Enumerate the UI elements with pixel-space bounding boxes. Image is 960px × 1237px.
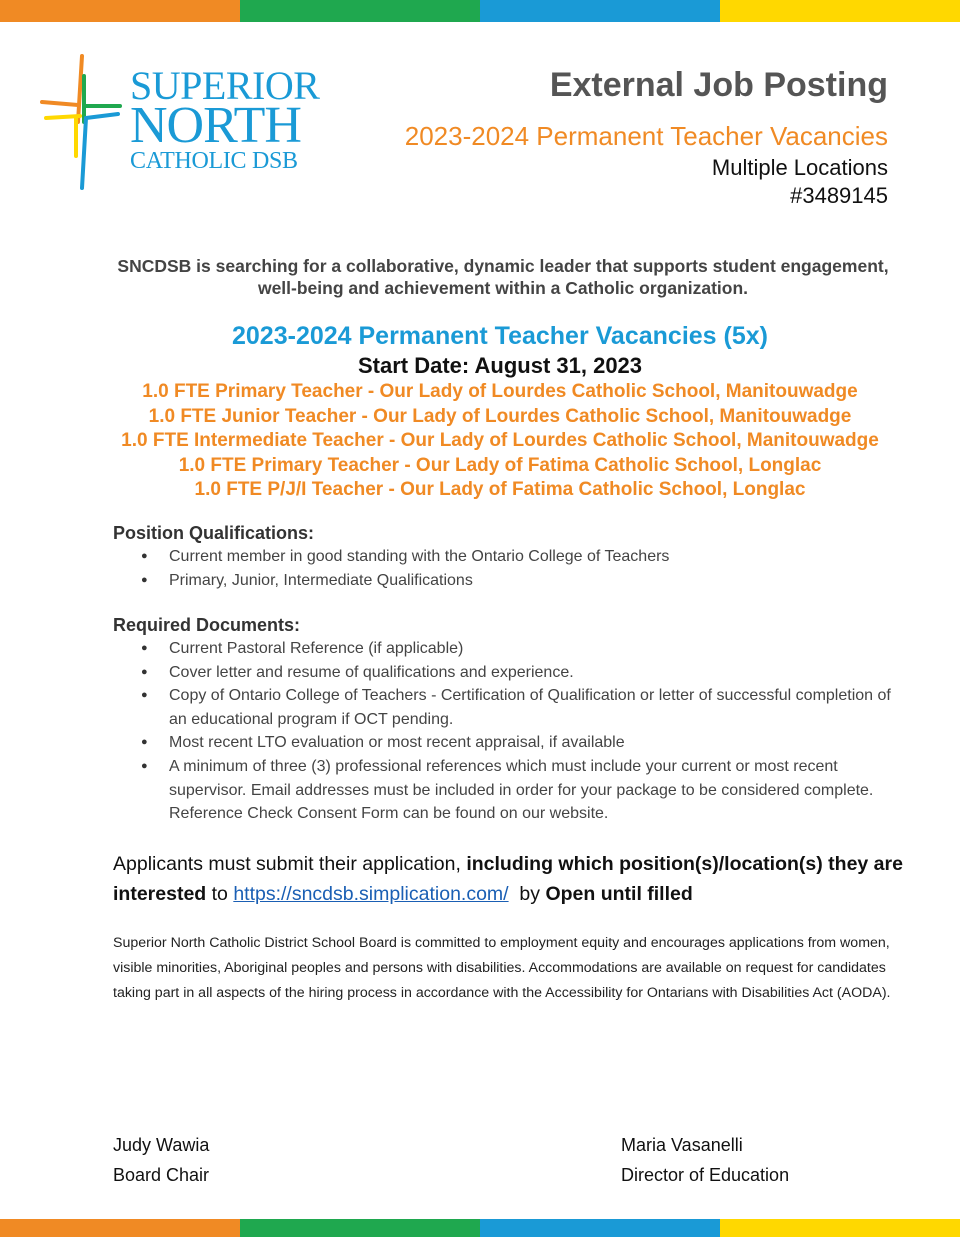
intro-statement: SNCDSB is searching for a collaborative, dynamic leader that supports student engagement, well-being and achievement within a Catholic organization.: [117, 256, 889, 298]
application-deadline: Open until filled: [545, 882, 693, 905]
vacancies-title: 2023-2024 Permanent Teacher Vacancies (5x): [232, 322, 768, 350]
documents-heading: Required Documents:: [113, 615, 301, 635]
cross-icon: [40, 52, 122, 192]
qualifications-heading: Position Qualifications:: [113, 523, 315, 543]
signer-name: Judy Wawia: [113, 1135, 210, 1155]
qualifications-list: [113, 545, 903, 592]
apply-emphasis: including which position(s)/location(s) they are interested: [113, 853, 903, 905]
bottom-color-stripe: [0, 1219, 960, 1237]
application-instructions: [113, 850, 903, 909]
posting-header: [328, 64, 888, 210]
apply-text: to: [206, 882, 234, 905]
document-item: ● Cover letter and resume of qualifications and experience.: [113, 661, 903, 685]
equity-statement: Superior North Catholic District School Board is committed to employment equity and encourages applications from women, visible minorities, Aboriginal peoples and persons with disabilities. Accommodations are available on request for candidates taking part in all aspects of the hiring process in accordance with the Accessibility for Ontarians with Disabilities Act (AODA).: [113, 935, 891, 1001]
stripe-green: [240, 1219, 480, 1237]
signature-block-director: [621, 1130, 789, 1190]
signer-title: Board Chair: [113, 1165, 210, 1185]
logo-text-superior: SUPERIOR: [130, 63, 320, 108]
document-item: ● A minimum of three (3) professional references which must include your current or most recent supervisor. Email addresses must be included in order for your package to be considered complete. Reference Check Consent Form can be found on our website.: [113, 755, 903, 826]
posting-number: #3489145: [790, 183, 888, 208]
application-portal-link[interactable]: https://sncdsb.simplication.com/: [233, 882, 509, 905]
position-item: 1.0 FTE Primary Teacher - Our Lady of Fatima Catholic School, Longlac: [178, 454, 822, 476]
posting-subtitle: 2023-2024 Permanent Teacher Vacancies: [404, 121, 888, 151]
qualification-item: ● Current member in good standing with the Ontario College of Teachers: [113, 545, 903, 569]
stripe-yellow: [720, 0, 960, 22]
stripe-green: [240, 0, 480, 22]
signature-block-chair: [113, 1130, 209, 1190]
posting-location: Multiple Locations: [711, 155, 888, 180]
page-title: External Job Posting: [549, 66, 888, 104]
qualifications-section: [113, 521, 903, 592]
top-color-stripe: [0, 0, 960, 22]
sncdsb-logo: [40, 52, 330, 192]
signer-title: Director of Education: [621, 1165, 790, 1185]
qualification-item: ● Primary, Junior, Intermediate Qualifications: [113, 569, 903, 593]
position-item: 1.0 FTE Primary Teacher - Our Lady of Lourdes Catholic School, Manitouwadge: [142, 381, 858, 402]
stripe-yellow: [720, 1219, 960, 1237]
start-date: Start Date: August 31, 2023: [357, 353, 643, 378]
required-documents-section: [113, 613, 903, 826]
stripe-orange: [0, 0, 240, 22]
position-list: [60, 380, 940, 503]
apply-text: by: [508, 882, 546, 905]
stripe-blue: [480, 1219, 720, 1237]
stripe-orange: [0, 1219, 240, 1237]
logo-text-catholic-dsb: CATHOLIC DSB: [130, 148, 298, 174]
position-item: 1.0 FTE P/J/I Teacher - Our Lady of Fatima Catholic School, Longlac: [194, 479, 806, 501]
position-item: 1.0 FTE Intermediate Teacher - Our Lady of Lourdes Catholic School, Manitouwadge: [121, 430, 879, 452]
position-item: 1.0 FTE Junior Teacher - Our Lady of Lourdes Catholic School, Manitouwadge: [148, 405, 852, 427]
document-item: ● Copy of Ontario College of Teachers - Certification of Qualification or letter of successful completion of an educational program if OCT pending.: [113, 684, 903, 731]
documents-list: [113, 637, 903, 826]
stripe-blue: [480, 0, 720, 22]
document-item: ● Current Pastoral Reference (if applicable): [113, 637, 903, 661]
logo-text-north: NORTH: [130, 97, 301, 154]
document-item: ● Most recent LTO evaluation or most recent appraisal, if available: [113, 731, 903, 755]
apply-text: Applicants must submit their application,: [113, 853, 467, 875]
signer-name: Maria Vasanelli: [621, 1135, 743, 1155]
